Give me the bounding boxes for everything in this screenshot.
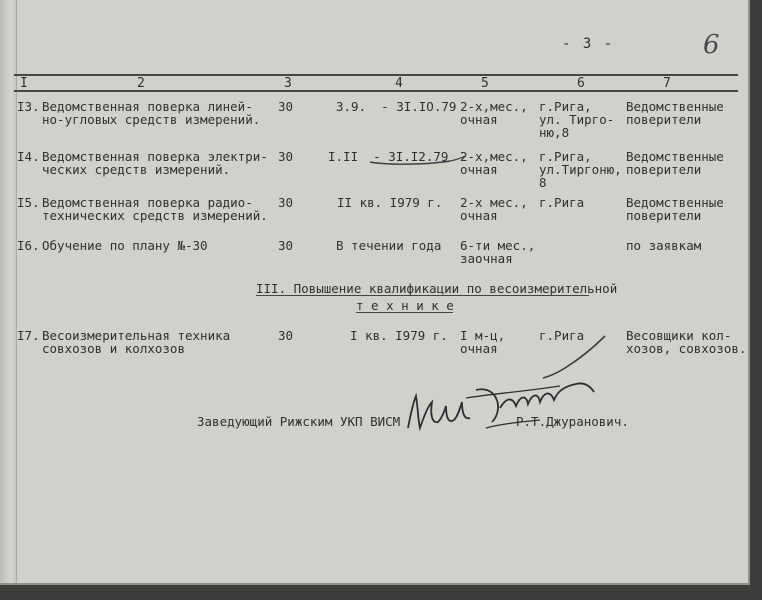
row-dates: 3.9. - 3I.IO.79 bbox=[336, 99, 457, 114]
row-who-line: Ведомственные bbox=[626, 99, 724, 114]
row-number: I5. bbox=[17, 195, 40, 210]
row-form-line: I м-ц, bbox=[460, 328, 506, 343]
row-quantity: 30 bbox=[278, 195, 294, 210]
row-place-line: г.Рига, bbox=[539, 99, 592, 114]
row-dates: В течении года bbox=[336, 238, 442, 253]
column-number-5: 5 bbox=[481, 76, 489, 91]
row-name-line: ческих средств измерений. bbox=[42, 162, 231, 177]
row-place-line: 8 bbox=[539, 175, 547, 190]
row-who-line: хозов, совхозов. bbox=[626, 341, 747, 356]
section-heading-line: III. Повышение квалификации по весоизмерительной bbox=[256, 281, 618, 296]
column-number-4: 4 bbox=[395, 76, 403, 91]
row-quantity: 30 bbox=[278, 238, 294, 253]
row-form-line: 2-х,мес., bbox=[460, 149, 528, 164]
row-number: I6. bbox=[17, 238, 40, 253]
signature bbox=[400, 372, 600, 442]
row-who-line: по заявкам bbox=[626, 238, 702, 253]
column-number-1: I bbox=[20, 76, 28, 91]
signatory-name: Р.Т.Джуранович. bbox=[516, 414, 629, 429]
row-who-line: Ведомственные bbox=[626, 149, 724, 164]
table-top-rule bbox=[14, 74, 738, 76]
column-number-7: 7 bbox=[663, 76, 671, 91]
row-place-line: г.Рига bbox=[539, 195, 585, 210]
row-who-line: поверители bbox=[626, 208, 702, 223]
row-who-line: Весовщики кол- bbox=[626, 328, 732, 343]
handwritten-underline-mark bbox=[366, 148, 476, 168]
row-quantity: 30 bbox=[278, 99, 294, 114]
signatory-position: Заведующий Рижским УКП ВИСМ bbox=[197, 414, 401, 429]
row-form-line: очная bbox=[460, 208, 498, 223]
row-form-line: заочная bbox=[460, 251, 513, 266]
row-dates: I.II - 3I.I2.79 bbox=[328, 149, 449, 164]
table-header-rule bbox=[14, 90, 738, 92]
row-form-line: очная bbox=[460, 112, 498, 127]
handwritten-page-number: 6 bbox=[703, 30, 720, 60]
row-dates: I кв. I979 г. bbox=[350, 328, 448, 343]
page-number: - 3 - bbox=[562, 36, 615, 52]
row-place-line: г.Рига bbox=[539, 328, 585, 343]
row-who-line: Ведомственные bbox=[626, 195, 724, 210]
binding-edge bbox=[0, 0, 17, 583]
row-name-line: совхозов и колхозов bbox=[42, 341, 185, 356]
column-number-2: 2 bbox=[137, 76, 145, 91]
row-place-line: ул. Тирго- bbox=[539, 112, 615, 127]
row-name-line: Весоизмерительная техника bbox=[42, 328, 231, 343]
row-dates: II кв. I979 г. bbox=[337, 195, 443, 210]
row-name-line: технических средств измерений. bbox=[42, 208, 268, 223]
row-form-line: 2-х мес., bbox=[460, 195, 528, 210]
row-name-line: но-угловых средств измерений. bbox=[42, 112, 261, 127]
row-place-line: ню,8 bbox=[539, 125, 570, 140]
row-quantity: 30 bbox=[278, 328, 294, 343]
row-form-line: 6-ти мес., bbox=[460, 238, 536, 253]
heading-underline bbox=[356, 312, 453, 313]
row-place-line: ул.Тиргоню, bbox=[539, 162, 622, 177]
column-number-3: 3 bbox=[284, 76, 292, 91]
row-name-line: Обучение по плану №-30 bbox=[42, 238, 208, 253]
row-number: I7. bbox=[17, 328, 40, 343]
row-place-line: г.Рига, bbox=[539, 149, 592, 164]
row-form-line: 2-х,мес., bbox=[460, 99, 528, 114]
column-number-6: 6 bbox=[577, 76, 585, 91]
row-name-line: Ведомственная поверка линей- bbox=[42, 99, 253, 114]
row-name-line: Ведомственная поверка электри- bbox=[42, 149, 268, 164]
row-number: I3. bbox=[17, 99, 40, 114]
section-heading-line: т е х н и к е bbox=[356, 298, 454, 313]
row-who-line: поверители bbox=[626, 112, 702, 127]
row-who-line: поверители bbox=[626, 162, 702, 177]
heading-underline bbox=[256, 295, 589, 296]
row-name-line: Ведомственная поверка радио- bbox=[42, 195, 253, 210]
row-form-line: очная bbox=[460, 341, 498, 356]
row-quantity: 30 bbox=[278, 149, 294, 164]
row-number: I4. bbox=[17, 149, 40, 164]
row-form-line: очная bbox=[460, 162, 498, 177]
